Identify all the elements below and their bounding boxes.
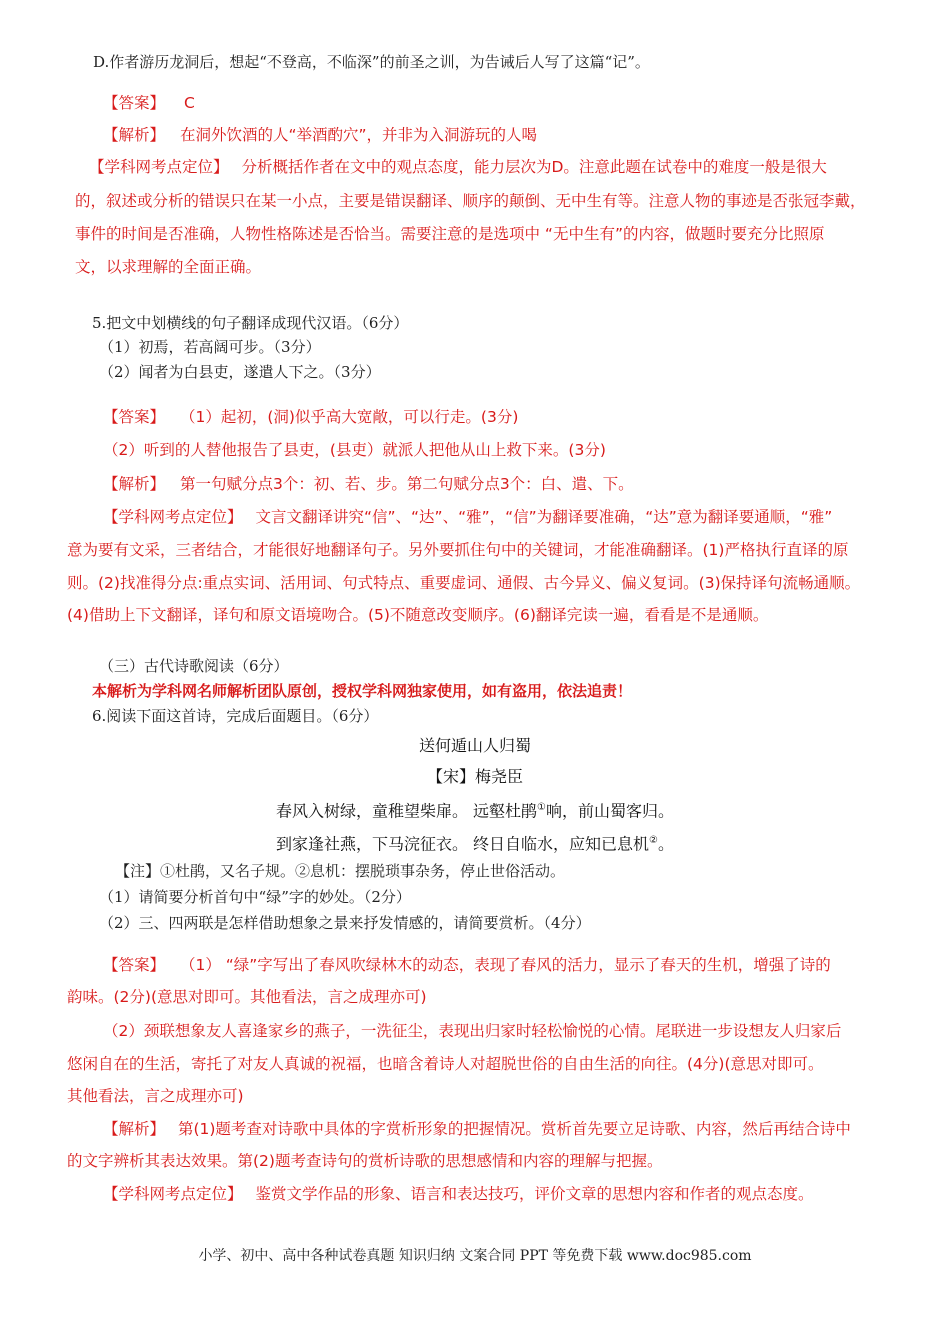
q6-title: 6.阅读下面这首诗，完成后面题目。（6分） <box>92 707 379 725</box>
q4-kaodian-line4: 文，以求理解的全面正确。 <box>75 258 262 276</box>
q6-answer-2-line3: 其他看法，言之成理亦可) <box>67 1087 244 1105</box>
kaodian-label: 【学科网考点定位】 <box>89 158 229 176</box>
q5-kaodian-line1: 【学科网考点定位】 文言文翻译讲究“信”、“达”、“雅”，“信”为翻译要准确，“达”意为翻译要通顺，“雅” <box>103 508 833 526</box>
q4-kaodian-line1: 【学科网考点定位】 分析概括作者在文中的观点态度，能力层次为D。注意此题在试卷中的难度一般是很大 <box>89 158 827 176</box>
q4-answer <box>103 95 195 113</box>
q4-kaodian-line3: 事件的时间是否准确，人物性格陈述是否恰当。需要注意的是选项中 “无中生有”的内容，做题时要充分比照原 <box>75 225 825 243</box>
q6-analysis-line1: 【解析】 第(1)题考查对诗歌中具体的字赏析形象的把握情况。赏析首先要立足诗歌、内容，然后再结合诗中 <box>103 1120 851 1138</box>
answer-label: 【答案】 <box>103 408 166 426</box>
q5-kaodian-line4: (4)借助上下文翻译，译句和原文语境吻合。(5)不随意改变顺序。(6)翻译完读一遍，看看是不是通顺。 <box>67 606 769 624</box>
q6-answer-1-line1: 【答案】 （1） “绿”字写出了春风吹绿林木的动态，表现了春风的活力，显示了春天的生机，增强了诗的 <box>103 956 831 974</box>
section3-heading: （三）古代诗歌阅读（6分） <box>99 657 289 675</box>
q5-answer-2: （2）听到的人替他报告了县吏，(县吏）就派人把他从山上救下来。(3分) <box>103 441 606 459</box>
analysis-text: 在洞外饮酒的人“举酒酌穴”，并非为入洞游玩的人喝 <box>179 126 538 144</box>
answer-label: 【答案】 <box>103 956 166 974</box>
answer-label: 【答案】 <box>103 94 166 112</box>
kaodian-label: 【学科网考点定位】 <box>103 1185 243 1203</box>
q6-answer-1-line2: 韵味。(2分)(意思对即可。其他看法，言之成理亦可) <box>67 988 427 1006</box>
q4-option-d: D.作者游历龙洞后，想起“不登高，不临深”的前圣之训，为告诫后人写了这篇“记”。 <box>93 53 650 71</box>
poem-author: 【宋】梅尧臣 <box>426 767 523 786</box>
q5-kaodian-line3: 则。(2)找准得分点:重点实词、活用词、句式特点、重要虚词、通假、古今异义、偏义复词。(3)保持译句流畅通顺。 <box>67 574 861 592</box>
q6-kaodian: 【学科网考点定位】 鉴赏文学作品的形象、语言和表达技巧，评价文章的思想内容和作者的观点态度。 <box>103 1185 814 1203</box>
q6-answer-2-line1: （2）颈联想象友人喜逢家乡的燕子，一洗征尘，表现出归家时轻松愉悦的心情。尾联进一步设想友人归家后 <box>103 1022 842 1040</box>
copyright-notice: 本解析为学科网名师解析团队原创，授权学科网独家使用，如有盗用，依法追责！ <box>92 682 633 700</box>
answer-value: C <box>183 94 195 112</box>
note-marker-2: ② <box>649 835 659 846</box>
analysis-label: 【解析】 <box>103 1120 166 1138</box>
q5-sub2: （2）闻者为白县吏，遂遣人下之。（3分） <box>99 363 381 381</box>
page-footer: 小学、初中、高中各种试卷真题 知识归纳 文案合同 PPT 等免费下载 www.doc985.com <box>198 1248 752 1264</box>
q4-analysis <box>103 127 537 145</box>
poem-note: 【注】①杜鹃，又名子规。②息机：摆脱琐事杂务，停止世俗活动。 <box>115 862 566 880</box>
poem-title: 送何遁山人归蜀 <box>418 736 531 755</box>
q6-analysis-line2: 的文字辨析其表达效果。第(2)题考查诗句的赏析诗歌的思想感情和内容的理解与把握。 <box>67 1152 663 1170</box>
q5-kaodian-line2: 意为要有文采，三者结合，才能很好地翻译句子。另外要抓住句中的关键词，才能准确翻译。(1)严格执行直译的原 <box>67 541 849 559</box>
kaodian-label: 【学科网考点定位】 <box>103 508 243 526</box>
q6-sub2: （2）三、四两联是怎样借助想象之景来抒发情感的，请简要赏析。（4分） <box>99 914 591 932</box>
q5-title: 5.把文中划横线的句子翻译成现代汉语。（6分） <box>92 314 409 332</box>
q5-answer-1: 【答案】 （1）起初，(洞)似乎高大宽敞，可以行走。(3分) <box>103 408 519 426</box>
q4-kaodian-line2: 的，叙述或分析的错误只在某一小点，主要是错误翻译、顺序的颠倒、无中生有等。注意人物的事迹是否张冠李戴， <box>75 192 866 210</box>
q6-answer-2-line2: 悠闲自在的生活，寄托了对友人真诚的祝福，也暗含着诗人对超脱世俗的自由生活的向往。(4分)(意思对即可。 <box>67 1055 824 1073</box>
analysis-text: 第一句赋分点3个：初、若、步。第二句赋分点3个：白、遣、下。 <box>179 475 634 493</box>
q5-analysis <box>103 476 634 494</box>
poem-line-1: 春风入树绿，童稚望柴扉。 远壑杜鹃①响，前山蜀客归。 <box>275 801 675 821</box>
q6-sub1: （1）请简要分析首句中“绿”字的妙处。（2分） <box>99 888 411 906</box>
q5-sub1: （1）初焉，若高阔可步。（3分） <box>99 338 321 356</box>
note-marker-1: ① <box>537 802 547 813</box>
analysis-label: 【解析】 <box>103 126 166 144</box>
analysis-label: 【解析】 <box>103 475 166 493</box>
poem-line-2: 到家逢社燕，下马浣征衣。 终日自临水，应知已息机②。 <box>275 834 675 854</box>
